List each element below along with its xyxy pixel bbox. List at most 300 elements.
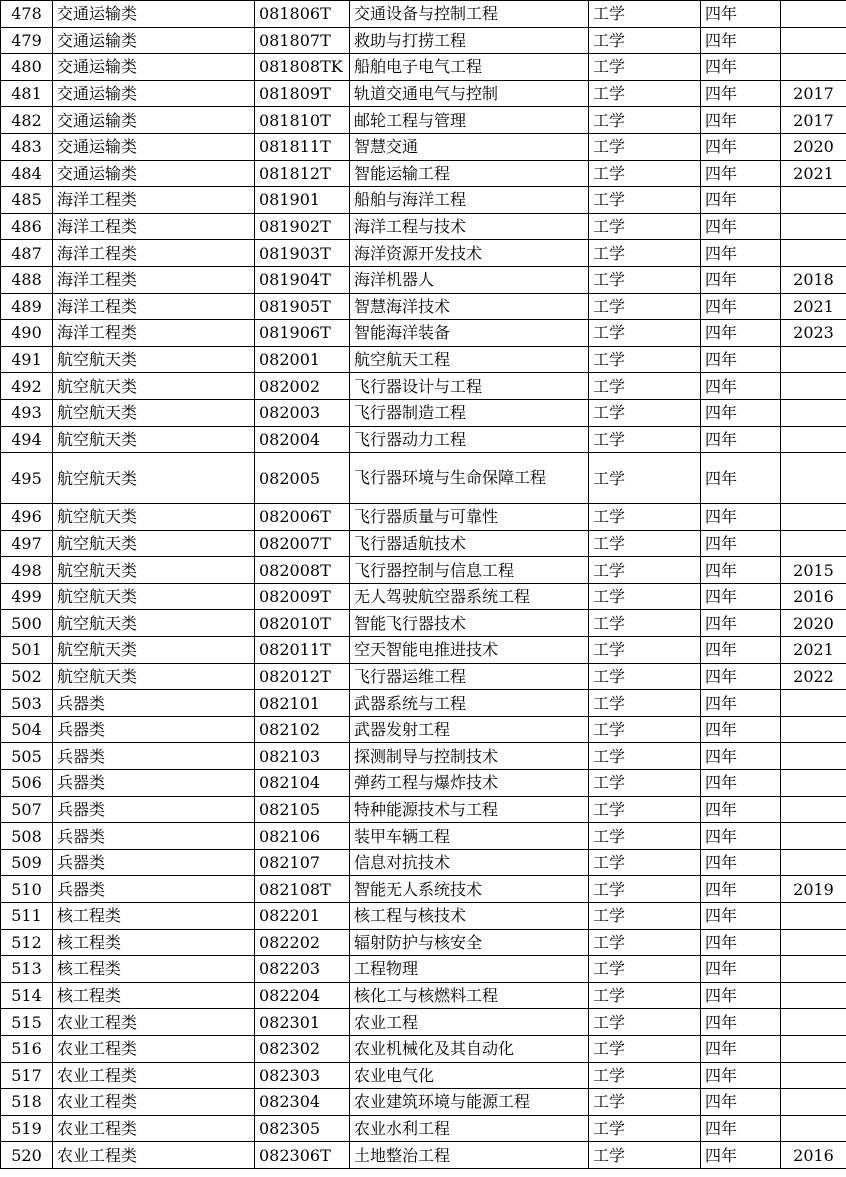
degree-type-cell: 工学 [589,1089,701,1116]
row-number-cell: 503 [1,690,53,717]
major-category-cell: 海洋工程类 [53,293,255,320]
study-duration-cell: 四年 [701,982,781,1009]
degree-type-cell: 工学 [589,293,701,320]
major-name-cell: 飞行器控制与信息工程 [350,557,589,584]
year-added-cell: 2022 [781,663,846,690]
table-row [1,240,846,267]
row-number-cell: 518 [1,1089,53,1116]
row-number-cell: 513 [1,956,53,983]
year-added-cell [781,240,846,267]
table-row [1,823,846,850]
row-number-cell: 482 [1,107,53,134]
year-added-cell [781,346,846,373]
degree-type-cell: 工学 [589,187,701,214]
major-code-cell: 082202 [255,929,350,956]
major-code-cell: 081808TK [255,54,350,81]
year-added-cell [781,1089,846,1116]
row-number-cell: 495 [1,453,53,504]
degree-type-cell: 工学 [589,1035,701,1062]
major-code-cell: 081809T [255,80,350,107]
table-row [1,557,846,584]
major-code-cell: 082204 [255,982,350,1009]
major-code-cell: 082107 [255,849,350,876]
study-duration-cell: 四年 [701,637,781,664]
degree-type-cell: 工学 [589,849,701,876]
study-duration-cell: 四年 [701,716,781,743]
major-code-cell: 081811T [255,133,350,160]
major-category-cell: 海洋工程类 [53,213,255,240]
row-number-cell: 490 [1,320,53,347]
major-category-cell: 航空航天类 [53,583,255,610]
degree-type-cell: 工学 [589,663,701,690]
study-duration-cell: 四年 [701,1089,781,1116]
major-category-cell: 农业工程类 [53,1035,255,1062]
table-row [1,716,846,743]
year-added-cell [781,903,846,930]
major-category-cell: 农业工程类 [53,1089,255,1116]
year-added-cell [781,426,846,453]
table-row [1,426,846,453]
study-duration-cell: 四年 [701,583,781,610]
row-number-cell: 520 [1,1142,53,1169]
major-category-cell: 海洋工程类 [53,187,255,214]
study-duration-cell: 四年 [701,1,781,28]
table-row [1,929,846,956]
major-category-cell: 航空航天类 [53,399,255,426]
study-duration-cell: 四年 [701,293,781,320]
year-added-cell: 2021 [781,293,846,320]
study-duration-cell: 四年 [701,823,781,850]
year-added-cell [781,690,846,717]
degree-type-cell: 工学 [589,399,701,426]
major-category-cell: 航空航天类 [53,373,255,400]
degree-type-cell: 工学 [589,929,701,956]
row-number-cell: 504 [1,716,53,743]
study-duration-cell: 四年 [701,373,781,400]
degree-type-cell: 工学 [589,796,701,823]
major-category-cell: 兵器类 [53,823,255,850]
row-number-cell: 514 [1,982,53,1009]
major-name-cell: 海洋资源开发技术 [350,240,589,267]
table-row [1,107,846,134]
table-row [1,80,846,107]
year-added-cell: 2020 [781,133,846,160]
row-number-cell: 502 [1,663,53,690]
year-added-cell: 2018 [781,266,846,293]
study-duration-cell: 四年 [701,80,781,107]
table-row [1,1062,846,1089]
major-category-cell: 兵器类 [53,716,255,743]
degree-type-cell: 工学 [589,213,701,240]
row-number-cell: 501 [1,637,53,664]
major-category-cell: 海洋工程类 [53,240,255,267]
major-name-cell: 装甲车辆工程 [350,823,589,850]
row-number-cell: 494 [1,426,53,453]
major-name-cell: 邮轮工程与管理 [350,107,589,134]
year-added-cell: 2017 [781,80,846,107]
year-added-cell [781,982,846,1009]
major-name-cell: 空天智能电推进技术 [350,637,589,664]
year-added-cell [781,1115,846,1142]
degree-type-cell: 工学 [589,557,701,584]
year-added-cell [781,453,846,504]
study-duration-cell: 四年 [701,426,781,453]
major-name-cell: 救助与打捞工程 [350,27,589,54]
row-number-cell: 479 [1,27,53,54]
degree-type-cell: 工学 [589,982,701,1009]
table-row [1,266,846,293]
row-number-cell: 512 [1,929,53,956]
study-duration-cell: 四年 [701,346,781,373]
major-name-cell: 核化工与核燃料工程 [350,982,589,1009]
major-category-cell: 农业工程类 [53,1009,255,1036]
row-number-cell: 506 [1,770,53,797]
study-duration-cell: 四年 [701,453,781,504]
table-row [1,373,846,400]
table-row [1,1035,846,1062]
major-name-cell: 武器系统与工程 [350,690,589,717]
row-number-cell: 492 [1,373,53,400]
major-code-cell: 082006T [255,504,350,531]
row-number-cell: 487 [1,240,53,267]
row-number-cell: 498 [1,557,53,584]
study-duration-cell: 四年 [701,530,781,557]
row-number-cell: 483 [1,133,53,160]
year-added-cell: 2017 [781,107,846,134]
degree-type-cell: 工学 [589,453,701,504]
degree-type-cell: 工学 [589,823,701,850]
table-row [1,770,846,797]
major-code-cell: 081807T [255,27,350,54]
major-code-cell: 082303 [255,1062,350,1089]
major-code-cell: 082302 [255,1035,350,1062]
degree-type-cell: 工学 [589,27,701,54]
study-duration-cell: 四年 [701,876,781,903]
degree-type-cell: 工学 [589,716,701,743]
major-name-cell: 飞行器适航技术 [350,530,589,557]
degree-type-cell: 工学 [589,160,701,187]
row-number-cell: 505 [1,743,53,770]
year-added-cell: 2015 [781,557,846,584]
degree-type-cell: 工学 [589,1142,701,1169]
major-category-cell: 航空航天类 [53,426,255,453]
major-name-cell: 农业水利工程 [350,1115,589,1142]
major-category-cell: 农业工程类 [53,1062,255,1089]
year-added-cell [781,796,846,823]
major-category-cell: 兵器类 [53,876,255,903]
year-added-cell [781,823,846,850]
major-name-cell: 飞行器动力工程 [350,426,589,453]
major-name-cell: 海洋机器人 [350,266,589,293]
table-row [1,1142,846,1169]
year-added-cell [781,504,846,531]
major-category-cell: 核工程类 [53,903,255,930]
major-name-cell: 飞行器质量与可靠性 [350,504,589,531]
degree-type-cell: 工学 [589,637,701,664]
study-duration-cell: 四年 [701,690,781,717]
degree-type-cell: 工学 [589,80,701,107]
major-name-cell: 特种能源技术与工程 [350,796,589,823]
major-name-cell: 弹药工程与爆炸技术 [350,770,589,797]
study-duration-cell: 四年 [701,133,781,160]
major-code-cell: 081806T [255,1,350,28]
row-number-cell: 509 [1,849,53,876]
study-duration-cell: 四年 [701,1009,781,1036]
year-added-cell [781,187,846,214]
study-duration-cell: 四年 [701,399,781,426]
table-row [1,293,846,320]
major-category-cell: 兵器类 [53,849,255,876]
table-row [1,346,846,373]
year-added-cell: 2020 [781,610,846,637]
year-added-cell [781,716,846,743]
major-code-cell: 082105 [255,796,350,823]
major-name-cell: 飞行器制造工程 [350,399,589,426]
table-row [1,876,846,903]
study-duration-cell: 四年 [701,796,781,823]
major-code-cell: 082012T [255,663,350,690]
major-name-cell: 农业工程 [350,1009,589,1036]
degree-type-cell: 工学 [589,903,701,930]
study-duration-cell: 四年 [701,956,781,983]
major-code-cell: 081812T [255,160,350,187]
major-name-cell: 飞行器运维工程 [350,663,589,690]
row-number-cell: 493 [1,399,53,426]
degree-type-cell: 工学 [589,1062,701,1089]
major-category-cell: 交通运输类 [53,1,255,28]
table-row [1,187,846,214]
degree-type-cell: 工学 [589,1115,701,1142]
year-added-cell [781,27,846,54]
degree-type-cell: 工学 [589,530,701,557]
year-added-cell: 2023 [781,320,846,347]
year-added-cell [781,956,846,983]
degree-type-cell: 工学 [589,770,701,797]
year-added-cell [781,1009,846,1036]
degree-type-cell: 工学 [589,54,701,81]
degree-type-cell: 工学 [589,133,701,160]
table-row [1,982,846,1009]
table-row [1,1,846,28]
major-category-cell: 交通运输类 [53,160,255,187]
major-code-cell: 082010T [255,610,350,637]
year-added-cell [781,929,846,956]
table-body [1,1,846,1169]
major-code-cell: 082104 [255,770,350,797]
major-code-cell: 081903T [255,240,350,267]
major-category-cell: 航空航天类 [53,637,255,664]
major-category-cell: 交通运输类 [53,80,255,107]
major-name-cell: 核工程与核技术 [350,903,589,930]
major-code-cell: 081810T [255,107,350,134]
study-duration-cell: 四年 [701,557,781,584]
major-name-cell: 船舶电子电气工程 [350,54,589,81]
table-row [1,453,846,504]
degree-type-cell: 工学 [589,610,701,637]
table-row [1,399,846,426]
year-added-cell [781,1062,846,1089]
major-category-cell: 核工程类 [53,956,255,983]
row-number-cell: 497 [1,530,53,557]
major-name-cell: 智能飞行器技术 [350,610,589,637]
degree-type-cell: 工学 [589,956,701,983]
row-number-cell: 481 [1,80,53,107]
study-duration-cell: 四年 [701,1115,781,1142]
table-row [1,903,846,930]
study-duration-cell: 四年 [701,1142,781,1169]
study-duration-cell: 四年 [701,160,781,187]
degree-type-cell: 工学 [589,320,701,347]
degree-type-cell: 工学 [589,107,701,134]
major-category-cell: 航空航天类 [53,610,255,637]
major-code-cell: 082005 [255,453,350,504]
major-code-cell: 082007T [255,530,350,557]
major-code-cell: 082103 [255,743,350,770]
major-name-cell: 农业机械化及其自动化 [350,1035,589,1062]
study-duration-cell: 四年 [701,610,781,637]
major-category-cell: 兵器类 [53,690,255,717]
degree-type-cell: 工学 [589,690,701,717]
major-category-cell: 航空航天类 [53,557,255,584]
row-number-cell: 508 [1,823,53,850]
table-row [1,133,846,160]
table-row [1,956,846,983]
row-number-cell: 500 [1,610,53,637]
major-category-cell: 核工程类 [53,929,255,956]
row-number-cell: 491 [1,346,53,373]
study-duration-cell: 四年 [701,770,781,797]
degree-type-cell: 工学 [589,240,701,267]
degree-type-cell: 工学 [589,426,701,453]
major-name-cell: 航空航天工程 [350,346,589,373]
major-name-cell: 武器发射工程 [350,716,589,743]
row-number-cell: 496 [1,504,53,531]
major-code-cell: 082304 [255,1089,350,1116]
table-row [1,849,846,876]
major-code-cell: 082201 [255,903,350,930]
row-number-cell: 478 [1,1,53,28]
table-row [1,610,846,637]
major-code-cell: 082305 [255,1115,350,1142]
row-number-cell: 499 [1,583,53,610]
year-added-cell: 2016 [781,1142,846,1169]
study-duration-cell: 四年 [701,1062,781,1089]
major-category-cell: 核工程类 [53,982,255,1009]
major-code-cell: 082306T [255,1142,350,1169]
degree-type-cell: 工学 [589,743,701,770]
study-duration-cell: 四年 [701,929,781,956]
row-number-cell: 484 [1,160,53,187]
major-code-cell: 081901 [255,187,350,214]
row-number-cell: 486 [1,213,53,240]
study-duration-cell: 四年 [701,27,781,54]
major-code-cell: 082011T [255,637,350,664]
degree-type-cell: 工学 [589,1009,701,1036]
major-category-cell: 交通运输类 [53,107,255,134]
year-added-cell: 2021 [781,637,846,664]
study-duration-cell: 四年 [701,320,781,347]
major-name-cell: 智慧海洋技术 [350,293,589,320]
major-name-cell: 辐射防护与核安全 [350,929,589,956]
table-row [1,504,846,531]
major-category-cell: 农业工程类 [53,1115,255,1142]
degree-type-cell: 工学 [589,583,701,610]
major-code-cell: 081902T [255,213,350,240]
major-category-cell: 交通运输类 [53,27,255,54]
study-duration-cell: 四年 [701,187,781,214]
major-code-cell: 081904T [255,266,350,293]
year-added-cell [781,849,846,876]
study-duration-cell: 四年 [701,54,781,81]
major-category-cell: 兵器类 [53,743,255,770]
major-name-cell: 智能无人系统技术 [350,876,589,903]
row-number-cell: 489 [1,293,53,320]
major-name-cell: 智能运输工程 [350,160,589,187]
major-code-cell: 082108T [255,876,350,903]
study-duration-cell: 四年 [701,213,781,240]
major-name-cell: 信息对抗技术 [350,849,589,876]
major-category-cell: 农业工程类 [53,1142,255,1169]
year-added-cell [781,54,846,81]
table-row [1,54,846,81]
study-duration-cell: 四年 [701,266,781,293]
major-category-cell: 航空航天类 [53,453,255,504]
table-row [1,690,846,717]
major-category-cell: 兵器类 [53,796,255,823]
major-name-cell: 探测制导与控制技术 [350,743,589,770]
major-category-cell: 海洋工程类 [53,266,255,293]
year-added-cell [781,530,846,557]
degree-type-cell: 工学 [589,876,701,903]
major-name-cell: 智慧交通 [350,133,589,160]
row-number-cell: 519 [1,1115,53,1142]
table-row [1,213,846,240]
row-number-cell: 485 [1,187,53,214]
year-added-cell: 2019 [781,876,846,903]
year-added-cell [781,1,846,28]
major-code-cell: 082106 [255,823,350,850]
major-category-cell: 航空航天类 [53,346,255,373]
major-code-cell: 082203 [255,956,350,983]
study-duration-cell: 四年 [701,663,781,690]
major-name-cell: 海洋工程与技术 [350,213,589,240]
table-row [1,320,846,347]
table-row [1,583,846,610]
major-name-cell: 交通设备与控制工程 [350,1,589,28]
major-name-cell: 飞行器设计与工程 [350,373,589,400]
major-name-cell: 智能海洋装备 [350,320,589,347]
table-row [1,637,846,664]
table-row [1,1009,846,1036]
table-row [1,530,846,557]
year-added-cell [781,770,846,797]
degree-type-cell: 工学 [589,504,701,531]
table-row [1,160,846,187]
study-duration-cell: 四年 [701,743,781,770]
major-name-cell: 船舶与海洋工程 [350,187,589,214]
degree-type-cell: 工学 [589,346,701,373]
year-added-cell [781,1035,846,1062]
study-duration-cell: 四年 [701,504,781,531]
major-name-cell: 农业建筑环境与能源工程 [350,1089,589,1116]
major-category-cell: 兵器类 [53,770,255,797]
major-category-cell: 航空航天类 [53,530,255,557]
table-row [1,743,846,770]
major-code-cell: 081905T [255,293,350,320]
major-name-cell: 工程物理 [350,956,589,983]
table-row [1,663,846,690]
major-name-cell: 飞行器环境与生命保障工程 [350,453,589,504]
